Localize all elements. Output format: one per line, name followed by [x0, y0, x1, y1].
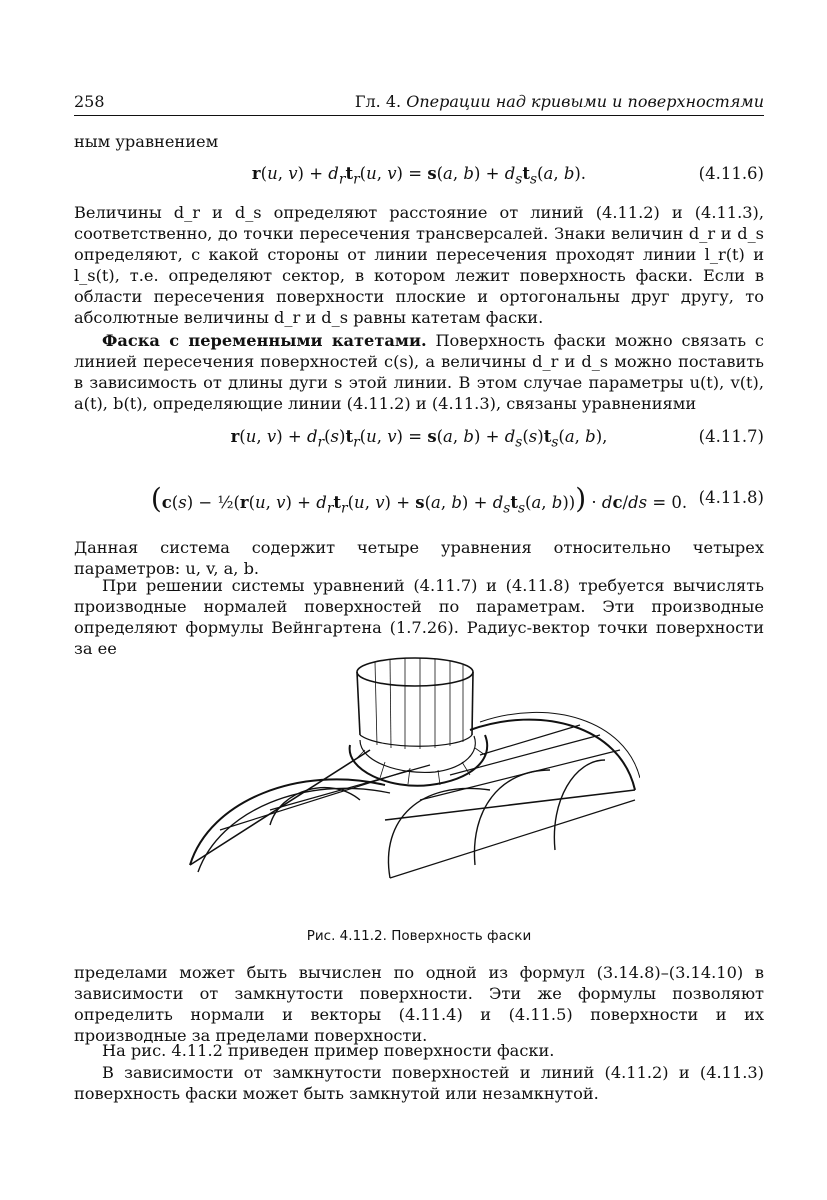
front-arch-inner: [198, 788, 390, 872]
cross-arch-4: [554, 760, 605, 850]
cylinder-rule-2: [390, 659, 391, 748]
equation-body: r(u, $v) + d_r(s)t_r(u$, v) = s(a, $b) + d_s(s)t_s(a$, b),: [230, 427, 608, 451]
figure-caption: Рис. 4.11.2. Поверхность фаски: [306, 928, 532, 944]
equation-body: r(u, $v) + d_rt_r(u$, v) = s(a, $b) + d_st_s(a$, b).: [251, 164, 587, 188]
paragraph-3-text: Поверхность фаски можно связать с линией пересечения поверхностей c(s), а величины d_r и d_s можно поставить в зависимость от длины дуги s этой линии. В этом случае параметры u(t), v(t), a(t), b(t), определяющие линии (4.11.2) и (4.11.3), связаны уравнениями: [74, 331, 764, 413]
chamfer-tick-6: [475, 748, 485, 755]
lower-right-edge: [390, 800, 635, 878]
long-line-5: [480, 725, 580, 755]
chamfer-surface-figure: [180, 650, 640, 920]
paragraph-1: ным уравнением: [74, 132, 219, 151]
cylinder-rule-1: [375, 662, 377, 745]
cylinder-left: [357, 672, 360, 735]
paragraph-5: При решении системы уравнений (4.11.7) и (4.11.8) требуется вычислять производные нормалей поверхностей по параметрам. Эти производные определяют формулы Вейнгартена (1.7.26). Радиус-вектор точки поверхности за ее: [74, 576, 764, 658]
equation-4-11-7: [74, 427, 764, 453]
equation-label: (4.11.7): [698, 427, 764, 446]
chapter-heading: [355, 92, 764, 111]
equation-label: (4.11.6): [698, 164, 764, 183]
cylinder-top: [357, 658, 473, 686]
paragraph-8: В зависимости от замкнутости поверхностей и линий (4.11.2) и (4.11.3) поверхность фаски может быть замкнутой или незамкнутой.: [74, 1063, 764, 1103]
paragraph-3: [74, 330, 764, 414]
chamfer-tick-5: [462, 762, 470, 775]
paragraph-7: На рис. 4.11.2 приведен пример поверхности фаски.: [102, 1041, 555, 1060]
right-edge: [385, 790, 635, 820]
paragraph-2: Величины d_r и d_s определяют расстояние от линий (4.11.2) и (4.11.3), соответственно, до точки пересечения трансверсалей. Знаки величин d_r и d_s определяют, с какой стороны от линии пересечения проходят линии l_r(t) и l_s(t), т.е. определяют сектор, в котором лежит поверхность фаски. Если в области пересечения поверхности плоские и ортогональны друг другу, то абсолютные величины d_r и d_s равны катетам фаски.: [74, 203, 764, 327]
paragraph-3-heading: Фаска с переменными катетами.: [102, 331, 427, 350]
cross-arch-3: [474, 770, 550, 865]
page-number: 258: [74, 92, 105, 111]
equation-label: (4.11.8): [698, 488, 764, 507]
front-arch: [190, 779, 385, 865]
paragraph-6: пределами может быть вычислен по одной из формул (3.14.8)–(3.14.10) в зависимости от замкнутости поверхности. Эти же формулы позволяют определить нормали и векторы (4.11.4) и (4.11.5) поверхности и их производные за пределами поверхности.: [74, 963, 764, 1045]
header-rule: [74, 115, 764, 116]
equation-4-11-6: [74, 164, 764, 190]
cylinder-right: [472, 672, 473, 735]
chapter-number: Гл. 4.: [354, 92, 402, 111]
running-header: [74, 92, 764, 114]
paragraph-4: Данная система содержит четыре уравнения относительно четырех параметров: u, v, a, b.: [74, 538, 764, 578]
chapter-title: Операции над кривыми и поверхностями: [406, 92, 764, 111]
equation-4-11-8: [74, 482, 764, 522]
equation-body: (c(s) − ½(r(u, $v) + d_rt_r(u$, v) + s(a, $b) + d_st_s(a$, b))) · dc/ds = 0.: [150, 482, 688, 517]
back-arch: [470, 720, 635, 790]
